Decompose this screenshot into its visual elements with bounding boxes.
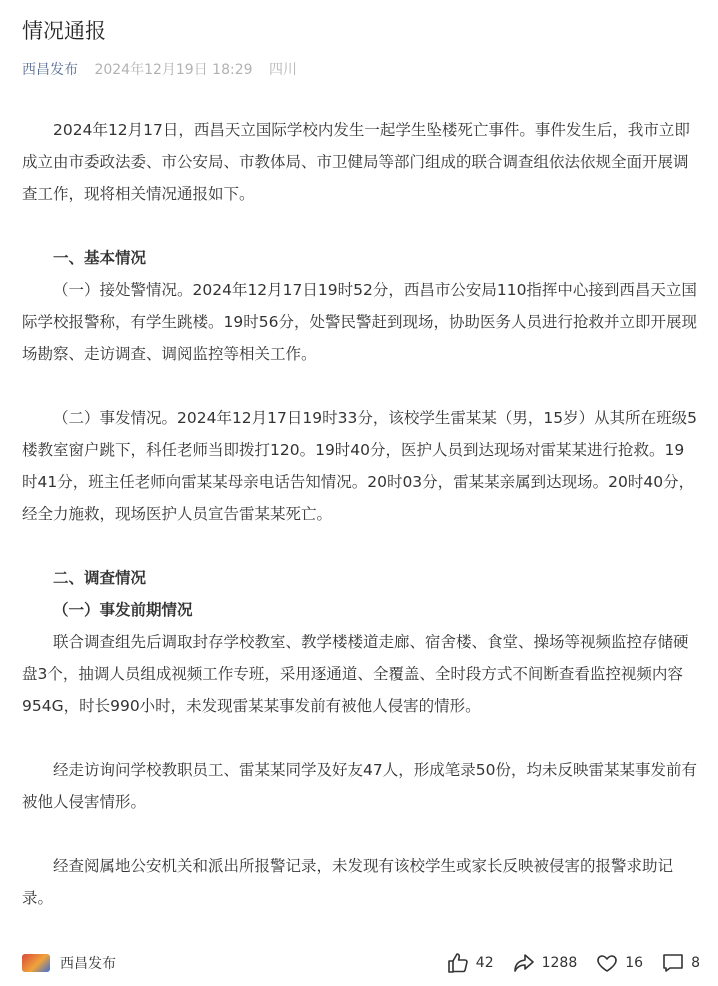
author-link[interactable]: 西昌发布 bbox=[22, 62, 78, 78]
paragraph-interviews: 经走访询问学校教职员工、雷某某同学及好友47人，形成笔录50份，均未反映雷某某事发前有被他人侵害情形。 bbox=[22, 761, 697, 811]
article-meta bbox=[22, 60, 698, 80]
account-name[interactable]: 西昌发布 bbox=[60, 956, 116, 972]
subsection-heading-prior: （一）事发前期情况 bbox=[53, 601, 193, 619]
publish-location: 四川 bbox=[268, 62, 297, 78]
article-title: 情况通报 bbox=[22, 19, 106, 43]
comment-icon bbox=[661, 951, 685, 975]
publish-datetime: 2024年12月19日 18:29 bbox=[94, 62, 253, 78]
account-logo-icon[interactable] bbox=[22, 954, 50, 972]
thumbs-up-icon bbox=[446, 951, 470, 975]
article bbox=[22, 16, 698, 914]
favorite-button[interactable] bbox=[595, 951, 643, 975]
article-body bbox=[22, 114, 698, 914]
like-button[interactable] bbox=[446, 951, 494, 975]
action-bar bbox=[22, 946, 700, 980]
heart-icon bbox=[595, 951, 619, 975]
favorite-count: 16 bbox=[625, 955, 644, 971]
share-count: 1288 bbox=[541, 955, 578, 971]
paragraph-video-review: 联合调查组先后调取封存学校教室、教学楼楼道走廊、宿舍楼、食堂、操场等视频监控存储硬盘3个，抽调人员组成视频工作专班，采用逐通道、全覆盖、全时段方式不间断查看监控视频内容954G，时长990小时，未发现雷某某事发前有被他人侵害的情形。 bbox=[22, 633, 689, 715]
paragraph-intro: 2024年12月17日，西昌天立国际学校内发生一起学生坠楼死亡事件。事件发生后，我市立即成立由市委政法委、市公安局、市教体局、市卫健局等部门组成的联合调查组依法依规全面开展调查工作，现将相关情况通报如下。 bbox=[22, 121, 690, 203]
share-button[interactable] bbox=[512, 951, 578, 975]
like-count: 42 bbox=[475, 955, 494, 971]
paragraph-police-response: （一）接处警情况。2024年12月17日19时52分，西昌市公安局110指挥中心接到西昌天立国际学校报警称，有学生跳楼。19时56分，处警民警赶到现场，协助医务人员进行抢救并立即开展现场勘察、走访调查、调阅监控等相关工作。 bbox=[22, 281, 697, 363]
share-icon bbox=[512, 951, 536, 975]
comment-count: 8 bbox=[691, 955, 700, 971]
comment-button[interactable] bbox=[661, 951, 700, 975]
paragraph-incident: （二）事发情况。2024年12月17日19时33分，该校学生雷某某（男，15岁）从其所在班级5楼教室窗户跳下，科任老师当即拨打120。19时40分，医护人员到达现场对雷某某进行抢救。19时41分，班主任老师向雷某某母亲电话告知情况。20时03分，雷某某亲属到达现场。20时40分，经全力施救，现场医护人员宣告雷某某死亡。 bbox=[22, 409, 697, 523]
section-heading-basic: 一、基本情况 bbox=[53, 249, 147, 267]
section-heading-investigation: 二、调查情况 bbox=[53, 569, 147, 587]
paragraph-police-records: 经查阅属地公安机关和派出所报警记录，未发现有该校学生或家长反映被侵害的报警求助记录。 bbox=[22, 857, 674, 907]
